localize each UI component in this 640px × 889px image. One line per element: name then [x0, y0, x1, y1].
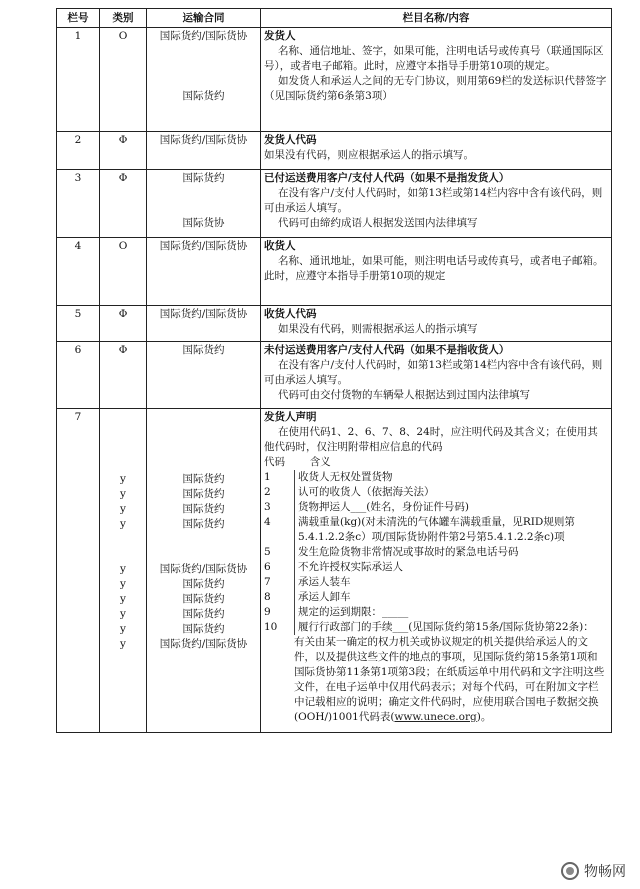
row-number: 4 [57, 238, 100, 306]
table-row [57, 28, 612, 132]
row-number: 6 [57, 342, 100, 409]
code-contract: 国际货约/国际货协 [159, 563, 248, 575]
row-contract: 国际货约/国际货协 [147, 238, 261, 306]
code-entry [264, 575, 608, 590]
code-entry [264, 605, 608, 620]
table-row [57, 132, 612, 170]
field-text: 如果没有代码，则需根据承运人的指示填写 [278, 323, 478, 335]
code-entry [264, 545, 608, 560]
code-number: 7 [264, 576, 271, 588]
field-note [294, 635, 608, 725]
field-title: 发货人声明 [264, 411, 317, 423]
code-number: 1 [264, 471, 271, 483]
code-category: y [120, 593, 126, 605]
code-meaning: 不允许授权实际承运人 [294, 560, 608, 575]
header-category: 类别 [100, 9, 147, 28]
field-text: 代码可由缔约成语人根据发送国内法律填写 [278, 217, 478, 229]
row-category-list [100, 409, 147, 733]
field-text: 在使用代码1、2、6、7、8、24时，应注明代码及其含义；在使用其他代码时，仅注明附带相应信息的代码 [264, 426, 598, 453]
code-category: y [120, 563, 126, 575]
row-contract: 国际货约/国际货协 [147, 132, 261, 170]
row-category: O [100, 238, 147, 306]
code-meaning: 承运人装车 [294, 575, 608, 590]
code-meaning: 规定的运到期限：_____ [294, 605, 608, 620]
code-entry [264, 620, 608, 635]
code-category: y [120, 488, 126, 500]
row-number: 3 [57, 170, 100, 238]
code-category: y [120, 503, 126, 515]
field-text: 代码可由交付货物的车辆晕人根据达到过国内法律填写 [278, 389, 530, 401]
code-category: y [120, 473, 126, 485]
code-entry [264, 560, 608, 575]
table-row [57, 409, 612, 733]
contract-label: 国际货约 [182, 90, 225, 102]
code-category: y [120, 578, 126, 590]
row-contract [147, 170, 261, 238]
field-text: 在没有客户/支付人代码时，如第13栏或第14栏内容中含有该代码，则可由承运人填写。 [264, 187, 603, 214]
table-row [57, 170, 612, 238]
watermark-text: 物畅网 [584, 864, 626, 880]
code-category: y [120, 638, 126, 650]
row-content [261, 170, 612, 238]
wechat-logo-icon [561, 862, 579, 880]
field-text: 如果没有代码，则应根据承运人的指示填写。 [264, 149, 474, 161]
code-meaning: 货物押运人___(姓名，身份证件号码) [294, 500, 608, 515]
field-text: 名称、通信地址、签字，如果可能，注明电话号或传真号（联通国际区号），或者电子邮箱。此时，应遵守本指导手册第10项的规定。 [264, 45, 604, 72]
note-end-text: )。 [476, 711, 492, 723]
row-number: 5 [57, 306, 100, 342]
row-content [261, 342, 612, 409]
code-number: 10 [264, 621, 278, 633]
code-contract: 国际货约 [182, 623, 225, 635]
code-number: 9 [264, 606, 271, 618]
code-number: 8 [264, 591, 271, 603]
field-text: 如发货人和承运人之间的无专门协议，则用第69栏的发送标识代替签字（见国际货约第6条第3项） [264, 75, 607, 102]
code-contract: 国际货约 [182, 593, 225, 605]
row-contract: 国际货约/国际货协 [147, 306, 261, 342]
header-contract: 运输合同 [147, 9, 261, 28]
code-meaning: 履行行政部门的手续___(见国际货约第15条/国际货协第22条)： [294, 620, 608, 635]
code-column-label: 代码 [264, 456, 285, 468]
code-number: 3 [264, 501, 271, 513]
row-category: Φ [100, 306, 147, 342]
field-title: 收货人代码 [264, 308, 317, 320]
header-content: 栏目名称/内容 [261, 9, 612, 28]
code-meaning: 认可的收货人（依据海关法） [294, 485, 608, 500]
consignment-note-guide-table [56, 8, 612, 733]
row-content [261, 409, 612, 733]
code-meaning: 承运人卸车 [294, 590, 608, 605]
code-category: y [120, 608, 126, 620]
code-list [264, 470, 608, 635]
code-entry [264, 485, 608, 500]
code-contract: 国际货约 [182, 518, 225, 530]
table-row [57, 238, 612, 306]
header-column-number: 栏号 [57, 9, 100, 28]
code-entry [264, 500, 608, 515]
watermark [561, 861, 626, 881]
code-header [264, 455, 608, 470]
row-contract [147, 28, 261, 132]
code-contract: 国际货约 [182, 608, 225, 620]
contract-label: 国际货协 [182, 217, 225, 229]
meaning-column-label: 含义 [309, 456, 331, 468]
code-number: 6 [264, 561, 271, 573]
table-row [57, 342, 612, 409]
row-contract-list [147, 409, 261, 733]
row-category: O [100, 28, 147, 132]
row-number: 7 [57, 409, 100, 733]
row-content [261, 238, 612, 306]
table-row [57, 306, 612, 342]
code-contract: 国际货约 [182, 578, 225, 590]
code-number: 4 [264, 516, 271, 528]
row-number: 1 [57, 28, 100, 132]
code-contract: 国际货约 [182, 503, 225, 515]
row-content [261, 132, 612, 170]
field-title: 发货人 [264, 30, 296, 42]
field-text: 在没有客户/支付人代码时，如第13栏或第14栏内容中含有该代码，则可由承运人填写。 [264, 359, 603, 386]
code-number: 5 [264, 546, 271, 558]
code-contract: 国际货约/国际货协 [159, 638, 248, 650]
field-title: 收货人 [264, 240, 296, 252]
field-title: 未付运送费用客户/支付人代码（如果不是指收货人） [264, 344, 510, 356]
row-category: Φ [100, 342, 147, 409]
row-category: Φ [100, 170, 147, 238]
code-category: y [120, 623, 126, 635]
row-content [261, 28, 612, 132]
code-contract: 国际货约 [182, 488, 225, 500]
row-category: Φ [100, 132, 147, 170]
field-title: 发货人代码 [264, 134, 317, 146]
contract-label: 国际货约/国际货协 [159, 30, 248, 42]
code-entry [264, 470, 608, 485]
unece-link[interactable]: www.unece.org [394, 711, 477, 723]
code-meaning: 发生危险货物非常情况或事故时的紧急电话号码 [294, 545, 608, 560]
field-title: 已付运送费用客户/支付人代码（如果不是指发货人） [264, 172, 510, 184]
code-number: 2 [264, 486, 271, 498]
row-number: 2 [57, 132, 100, 170]
code-contract: 国际货约 [182, 473, 225, 485]
code-entry [264, 590, 608, 605]
table-header-row [57, 9, 612, 28]
contract-label: 国际货约 [182, 172, 225, 184]
code-meaning: 满载重量(kg)(对未清洗的气体罐车满载重量，见RID规则第5.4.1.2.2条c）项/国际货协附件第2号第5.4.1.2.2条c)项 [294, 515, 608, 545]
note-text: 有关由某一确定的权力机关或协议规定的机关提供给承运人的文件，以及提供这些文件的地点的事项，见国际货约第15条第1项和国际货协第11条第1项第3段；在纸质运单中用代码和文字注明这些文件，在电子运单中仅用代码表示；对每个代码，可在附加文字栏中记载相应的说明；确定文件代码时，应使用联合国电子数据交换(OOH/)1001代码表( [294, 636, 605, 723]
code-category: y [120, 518, 126, 530]
code-entry [264, 515, 608, 545]
field-text: 名称、通讯地址，如果可能，则注明电话号或传真号，或者电子邮箱。此时，应遵守本指导手册第10项的规定 [264, 255, 604, 282]
code-meaning: 收货人无权处置货物 [294, 470, 608, 485]
row-content [261, 306, 612, 342]
row-contract: 国际货约 [147, 342, 261, 409]
